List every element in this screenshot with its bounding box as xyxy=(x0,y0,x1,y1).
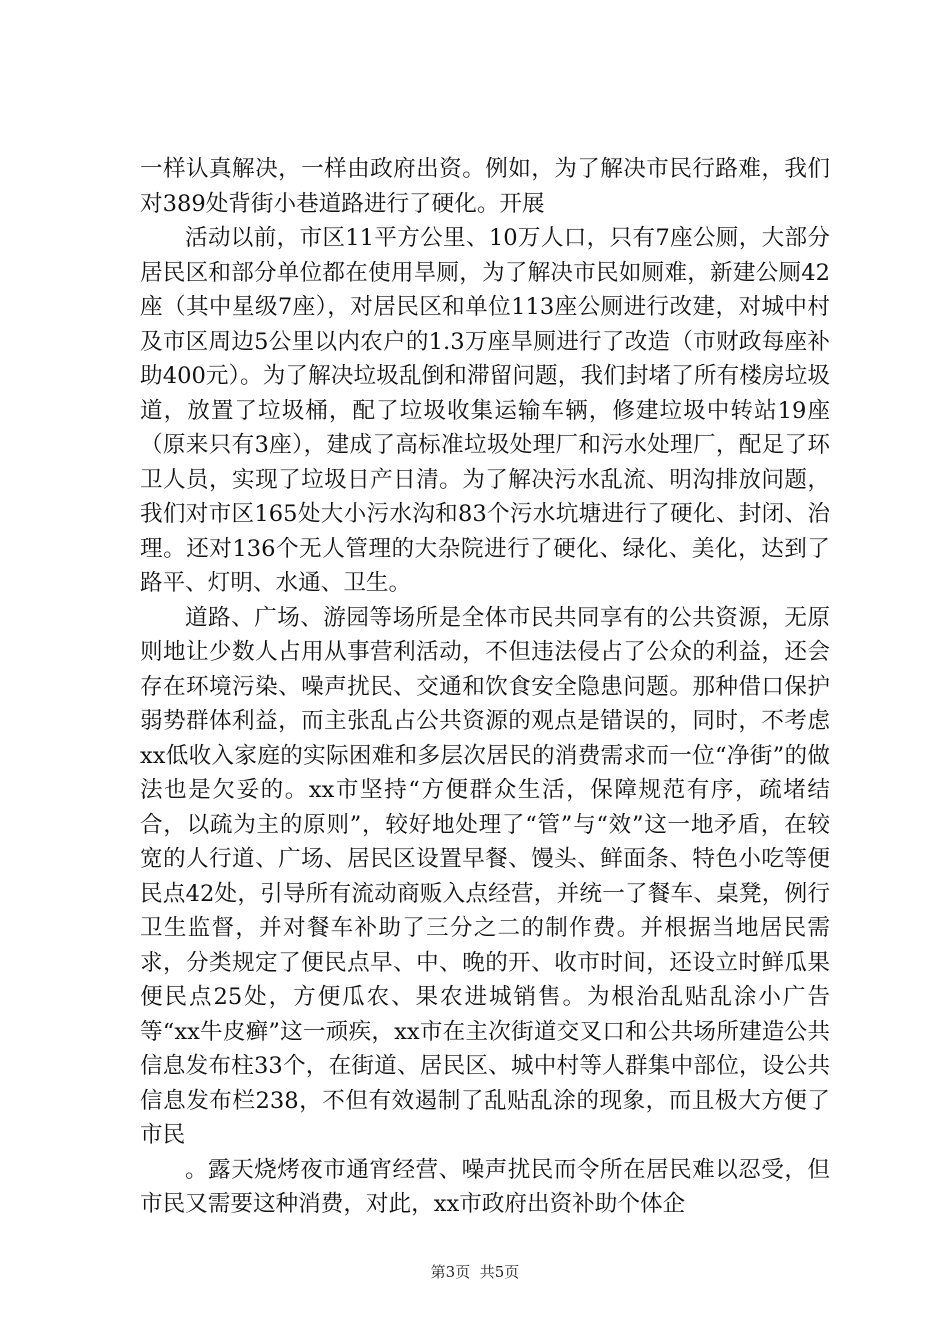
paragraph-public-resources: 道路、广场、游园等场所是全体市民共同享有的公共资源，无原则地让少数人占用从事营利活动，不但违法侵占了公众的利益，还会存在环境污染、噪声扰民、交通和饮食安全隐患问题。那种借口保护弱势群体利益，而主张乱占公共资源的观点是错误的，同时，不考虑xx低收入家庭的实际困难和多层次居民的消费需求而一位“净街”的做法也是欠妥的。xx市坚持“方便群众生活，保障规范有序，疏堵结合，以疏为主的原则”，较好地处理了“管”与“效”这一地矛盾，在较宽的人行道、广场、居民区设置早餐、馒头、鲜面条、特色小吃等便民点42处，引导所有流动商贩入点经营，并统一了餐车、桌凳，例行卫生监督，并对餐车补助了三分之二的制作费。并根据当地居民需求，分类规定了便民点早、中、晚的开、收市时间，还设立时鲜瓜果便民点25处，方便瓜农、果农进城销售。为根治乱贴乱涂小广告等“xx牛皮癣”这一顽疾，xx市在主次街道交叉口和公共场所建造公共信息发布柱33个，在街道、居民区、城中村等人群集中部位，设公共信息发布栏238，不但有效遏制了乱贴乱涂的现象，而且极大方便了市民 xyxy=(140,604,830,1148)
paragraph-continuation: 一样认真解决，一样由政府出资。例如，为了解决市民行路难，我们对389处背街小巷道路进行了硬化。开展 xyxy=(140,156,830,217)
page-number-current: 第3页 xyxy=(430,1263,471,1281)
page-footer xyxy=(0,1262,950,1282)
paragraph-sanitation: 活动以前，市区11平方公里、10万人口，只有7座公厕，大部分居民区和部分单位都在使用旱厕，为了解决市民如厕难，新建公厕42座（其中星级7座），对居民区和单位113座公厕进行改建，对城中村及市区周边5公里以内农户的1.3万座旱厕进行了改造（市财政每座补助400元）。为了解决垃圾乱倒和滞留问题，我们封堵了所有楼房垃圾道，放置了垃圾桶，配了垃圾收集运输车辆，修建垃圾中转站19座（原来只有3座），建成了高标准垃圾处理厂和污水处理厂，配足了环卫人员，实现了垃圾日产日清。为了解决污水乱流、明沟排放问题，我们对市区165处大小污水沟和83个污水坑塘进行了硬化、封闭、治理。还对136个无人管理的大杂院进行了硬化、绿化、美化，达到了路平、灯明、水通、卫生。 xyxy=(140,225,830,596)
paragraph-night-market: 。露天烧烤夜市通宵经营、噪声扰民而令所在居民难以忍受，但市民又需要这种消费，对此，xx市政府出资补助个体企 xyxy=(140,1156,830,1217)
page-number-total: 共5页 xyxy=(479,1263,520,1281)
document-body xyxy=(140,152,830,1222)
